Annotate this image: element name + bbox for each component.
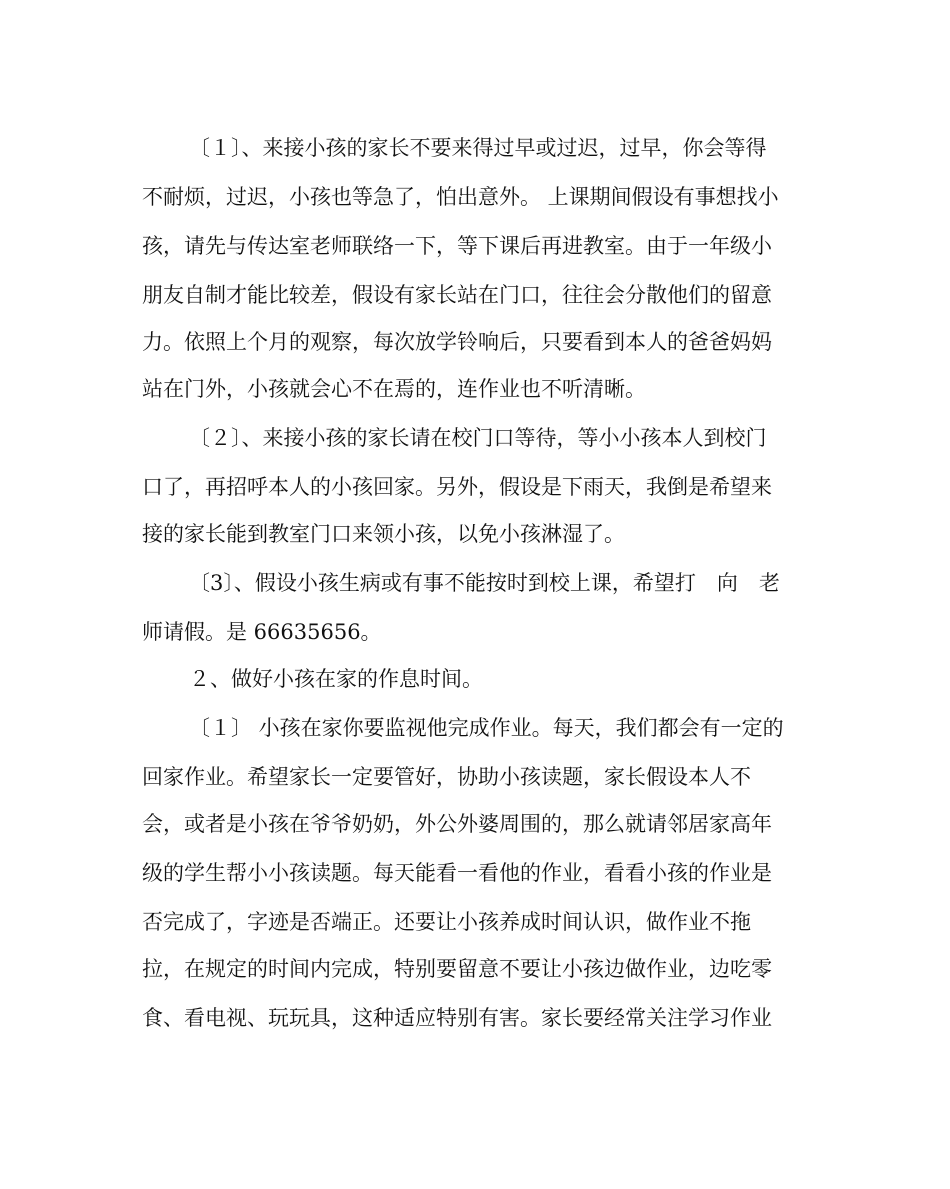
- paragraph-line: 回家作业。希望家长一定要管好，协助小孩读题，家长假设本人不: [142, 765, 751, 789]
- paragraph-line: 不耐烦，过迟，小孩也等急了，怕出意外。 上课期间假设有事想找小: [142, 185, 779, 209]
- paragraph-line: 级的学生帮小小孩读题。每天能看一看他的作业，看看小孩的作业是: [142, 861, 772, 885]
- paragraph-line: 食、看电视、玩玩具，这种适应特别有害。家长要经常关注学习作业: [142, 1006, 772, 1030]
- paragraph-line: 朋友自制才能比较差，假设有家长站在门口，往往会分散他们的留意: [142, 283, 772, 307]
- paragraph-line: 〔２〕、来接小孩的家长请在校门口等待，等小小孩本人到校门: [189, 426, 767, 450]
- paragraph-line: 〔3〕、假设小孩生病或有事不能按时到校上课，希望打 向 老: [189, 571, 780, 595]
- paragraph-line: 力。依照上个月的观察，每次放学铃响后，只要看到本人的爸爸妈妈: [142, 330, 772, 354]
- paragraph-line: 拉，在规定的时间内完成，特别要留意不要让小孩边做作业，边吃零: [142, 957, 772, 981]
- paragraph-line: 否完成了，字迹是否端正。还要让小孩养成时间认识，做作业不拖: [142, 910, 751, 934]
- paragraph-line: 〔１〕、来接小孩的家长不要来得过早或过迟，过早，你会等得: [189, 136, 767, 160]
- paragraph-line: 孩，请先与传达室老师联络一下，等下课后再进教室。由于一年级小: [142, 234, 772, 258]
- paragraph-line: 站在门外，小孩就会心不在焉的，连作业也不听清晰。: [142, 377, 646, 401]
- section-heading: ２、做好小孩在家的作息时间。: [189, 667, 483, 691]
- paragraph-line: 口了，再招呼本人的小孩回家。另外，假设是下雨天，我倒是希望来: [142, 475, 772, 499]
- paragraph-line: 〔１〕 小孩在家你要监视他完成作业。每天，我们都会有一定的: [189, 716, 784, 740]
- paragraph-line: 师请假。是 66635656。: [142, 620, 382, 644]
- paragraph-line: 接的家长能到教室门口来领小孩，以免小孩淋湿了。: [142, 522, 625, 546]
- paragraph-line: 会，或者是小孩在爷爷奶奶，外公外婆周围的，那么就请邻居家高年: [142, 812, 772, 836]
